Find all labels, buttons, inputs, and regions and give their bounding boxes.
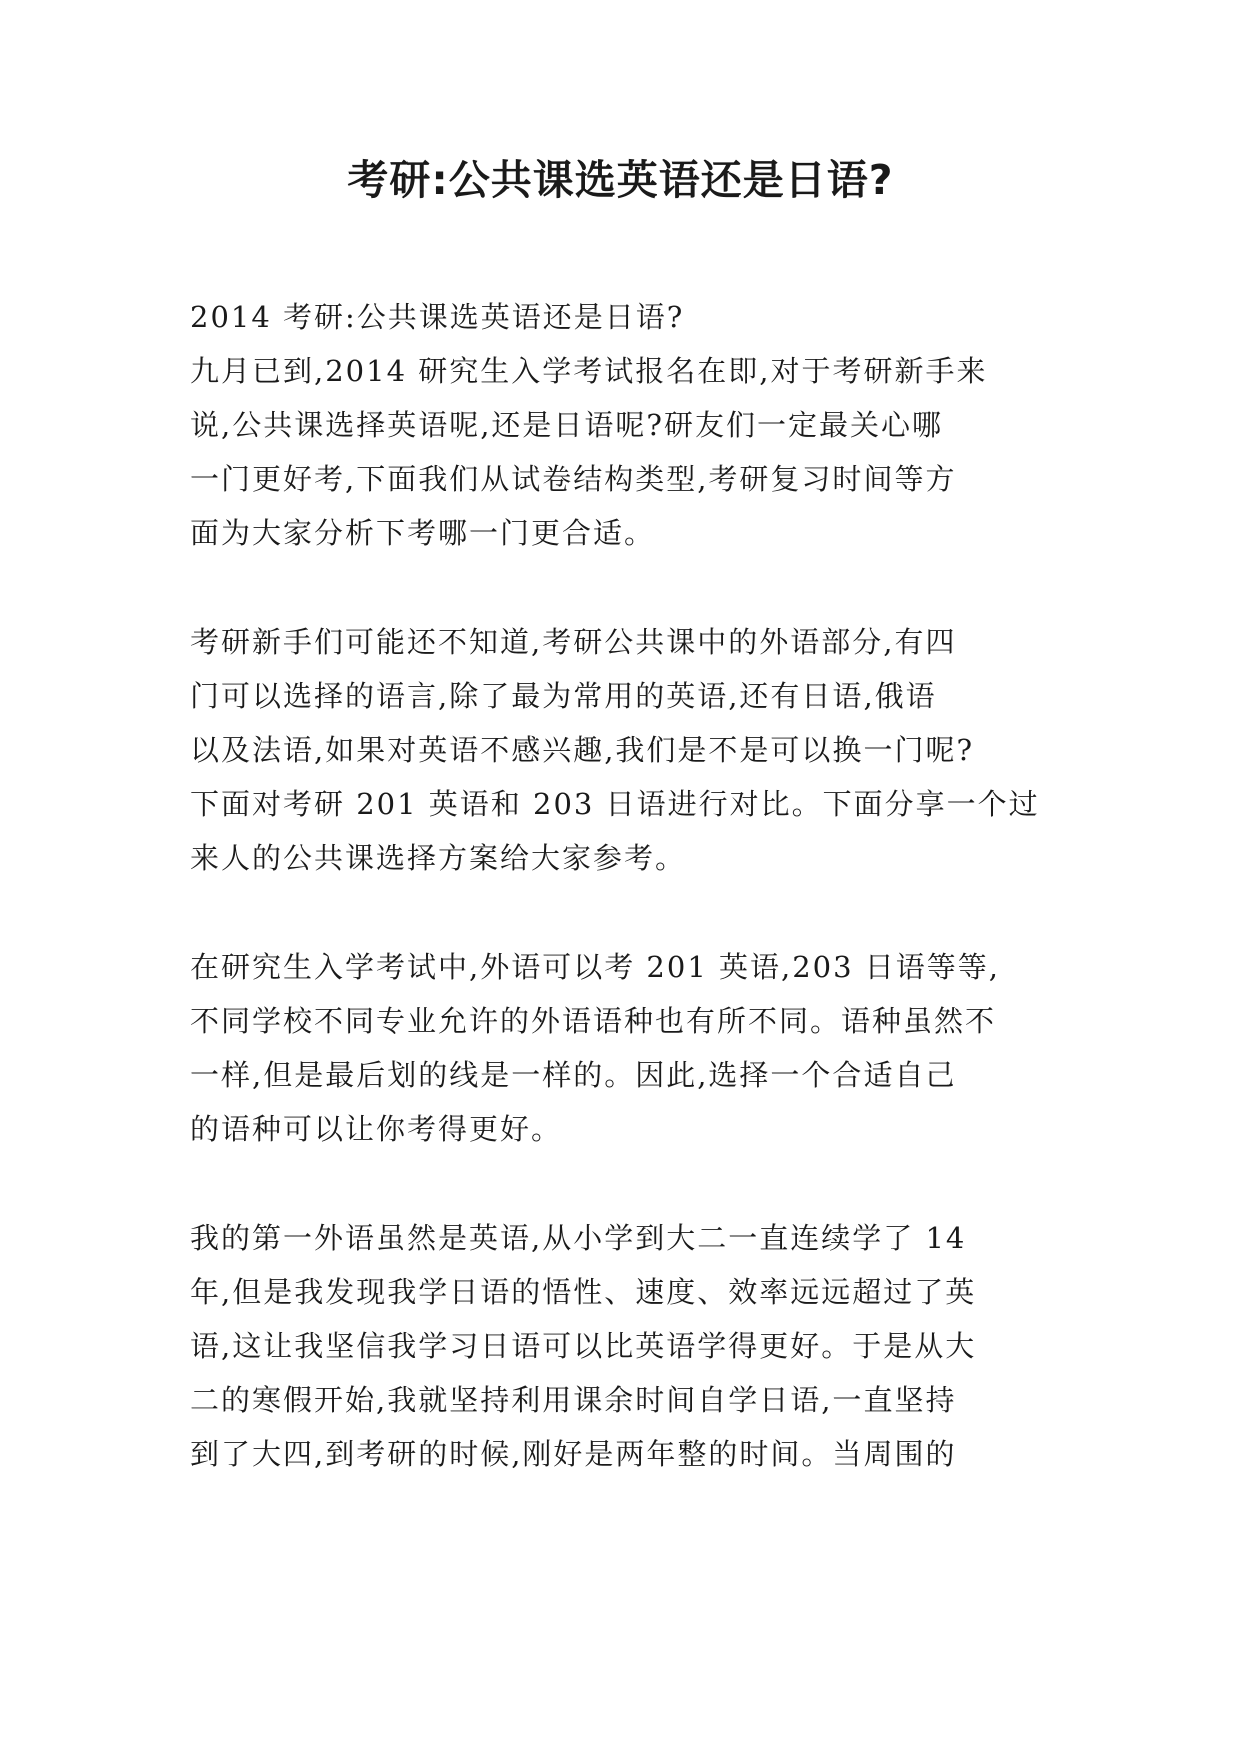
paragraph-line: 说,公共课选择英语呢,还是日语呢?研友们一定最关心哪 <box>190 408 943 442</box>
paragraph-line: 语,这让我坚信我学习日语可以比英语学得更好。于是从大 <box>190 1329 977 1363</box>
paragraph-spacer <box>190 1156 1060 1211</box>
paragraph-line: 九月已到,2014 研究生入学考试报名在即,对于考研新手来 <box>190 354 988 388</box>
paragraph-line: 二的寒假开始,我就坚持利用课余时间自学日语,一直坚持 <box>190 1383 957 1417</box>
document-body <box>190 290 1060 1481</box>
paragraph-3 <box>190 940 1060 1156</box>
paragraph-line: 到了大四,到考研的时候,刚好是两年整的时间。当周围的 <box>190 1437 957 1471</box>
paragraph-line: 的语种可以让你考得更好。 <box>190 1112 563 1146</box>
document-title: 考研:公共课选英语还是日语? <box>347 156 894 204</box>
paragraph-line: 年,但是我发现我学日语的悟性、速度、效率远远超过了英 <box>190 1275 977 1309</box>
paragraph-line: 面为大家分析下考哪一门更合适。 <box>190 516 656 550</box>
paragraph-line: 下面对考研 201 英语和 203 日语进行对比。下面分享一个过 <box>190 787 1040 821</box>
paragraph-1 <box>190 290 1060 560</box>
paragraph-line: 在研究生入学考试中,外语可以考 201 英语,203 日语等等, <box>190 950 1001 984</box>
paragraph-line: 2014 考研:公共课选英语还是日语? <box>190 300 685 334</box>
paragraph-line: 一门更好考,下面我们从试卷结构类型,考研复习时间等方 <box>190 462 957 496</box>
paragraph-line: 一样,但是最后划的线是一样的。因此,选择一个合适自己 <box>190 1058 957 1092</box>
paragraph-line: 来人的公共课选择方案给大家参考。 <box>190 841 687 875</box>
paragraph-2 <box>190 615 1060 885</box>
paragraph-line: 不同学校不同专业允许的外语语种也有所不同。语种虽然不 <box>190 1004 997 1038</box>
paragraph-line: 门可以选择的语言,除了最为常用的英语,还有日语,俄语 <box>190 679 937 713</box>
paragraph-spacer <box>190 560 1060 615</box>
paragraph-spacer <box>190 885 1060 940</box>
paragraph-line: 考研新手们可能还不知道,考研公共课中的外语部分,有四 <box>190 625 957 659</box>
paragraph-4 <box>190 1211 1060 1481</box>
paragraph-line: 我的第一外语虽然是英语,从小学到大二一直连续学了 14 <box>190 1221 967 1255</box>
paragraph-line: 以及法语,如果对英语不感兴趣,我们是不是可以换一门呢? <box>190 733 974 767</box>
